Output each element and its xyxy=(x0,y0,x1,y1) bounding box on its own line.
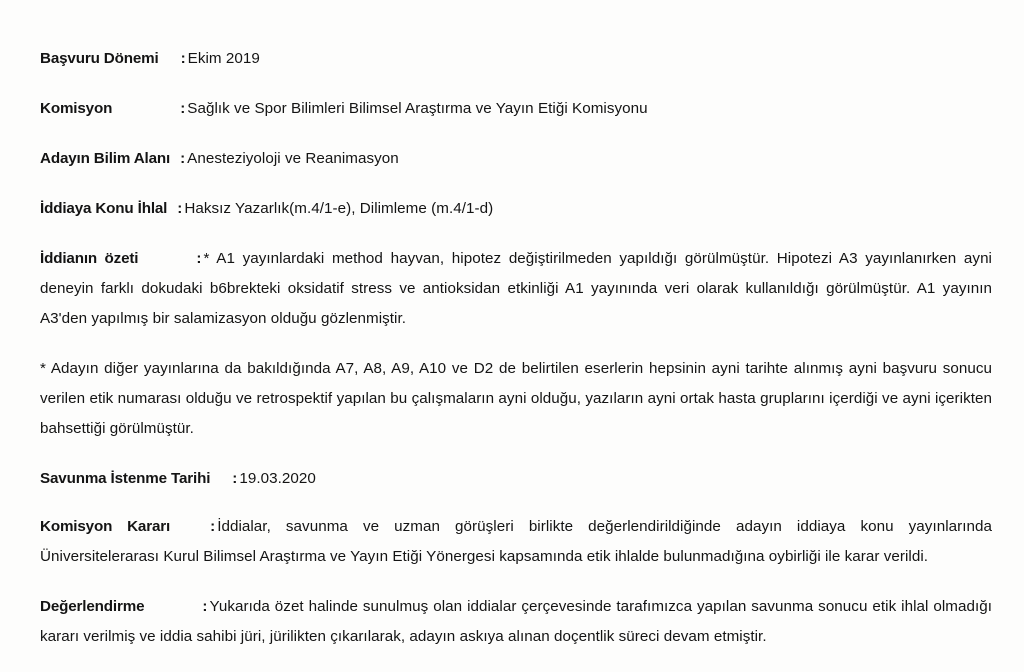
field-commission-value: Sağlık ve Spor Bilimleri Bilimsel Araştırma ve Yayın Etiği Komisyonu xyxy=(187,100,648,117)
field-candidate-field-label: Adayın Bilim Alanı xyxy=(40,150,171,167)
field-claim-summary-value: * A1 yayınlardaki method hayvan, hipotez değiştirilmeden yapıldığı görülmüştür. Hipotezi A3 yayınlanırken ayni deneyin farklı dokudaki b6brekteki oksidatif stress ve antioksidan etkinliği A1 yayınında veri olarak kullanıldığı görülmüştür. A1 yayının A3'den yapılmış bir salamizasyon olduğu gözlenmiştir. xyxy=(40,250,992,327)
field-commission-decision xyxy=(40,512,992,572)
field-claim-summary-colon: : xyxy=(196,250,202,267)
field-commission-colon: : xyxy=(180,100,186,117)
field-application-period-label: Başvuru Dönemi xyxy=(40,50,159,67)
field-evaluation-value: Yukarıda özet halinde sunulmuş olan iddialar çerçevesinde tarafımızca yapılan savunma sonucu etik ihlal olmadığı kararı verilmiş ve iddia sahibi jüri, jürilikten çıkarılarak, adayın askıya alınan doçentlik süreci devam etmiştir. xyxy=(40,598,992,645)
field-candidate-field-value: Anesteziyoloji ve Reanimasyon xyxy=(187,150,399,167)
field-candidate-field-colon: : xyxy=(180,150,186,167)
field-evaluation-colon: : xyxy=(202,598,208,615)
field-commission-decision-label: Komisyon Kararı xyxy=(40,518,171,535)
field-claim-summary-label: İddianın özeti xyxy=(40,250,139,267)
field-commission-label: Komisyon xyxy=(40,100,113,117)
field-defense-request-date xyxy=(40,464,992,494)
field-defense-request-date-label: Savunma İstenme Tarihi xyxy=(40,470,211,487)
field-violation-subject xyxy=(40,194,992,224)
field-claim-summary xyxy=(40,244,992,334)
field-defense-request-date-colon: : xyxy=(232,470,238,487)
field-evaluation xyxy=(40,592,992,652)
field-application-period xyxy=(40,44,992,74)
field-candidate-field xyxy=(40,144,992,174)
field-application-period-value: Ekim 2019 xyxy=(187,50,260,67)
field-defense-request-date-value: 19.03.2020 xyxy=(239,470,316,487)
field-commission-decision-colon: : xyxy=(210,518,216,535)
field-violation-subject-colon: : xyxy=(177,200,183,217)
field-violation-subject-label: İddiaya Konu İhlal xyxy=(40,200,168,217)
field-violation-subject-value: Haksız Yazarlık(m.4/1-e), Dilimleme (m.4/1-d) xyxy=(184,200,494,217)
field-application-period-colon: : xyxy=(180,50,186,67)
claim-summary-second-paragraph: * Adayın diğer yayınlarına da bakıldığında A7, A8, A9, A10 ve D2 de belirtilen eserlerin hepsinin ayni tarihte alınmış ayni başvuru sonucu verilen etik numarası olduğu ve retrospektif yapılan bu çalışmaların ayni olduğu, yazıların ayni ortak hasta gruplarını içerdiği ve ayni içerikten bahsettiği görülmüştür. xyxy=(40,360,992,437)
field-commission-decision-value: İddialar, savunma ve uzman görüşleri birlikte değerlendirildiğinde adayın iddiaya konu yayınlarında Üniversitelerarası Kurul Bilimsel Araştırma ve Yayın Etiği Yönergesi kapsamında etik ihlalde bulunmadığına oybirliği ile karar verildi. xyxy=(40,518,992,565)
field-evaluation-label: Değerlendirme xyxy=(40,598,145,615)
field-commission xyxy=(40,94,992,124)
